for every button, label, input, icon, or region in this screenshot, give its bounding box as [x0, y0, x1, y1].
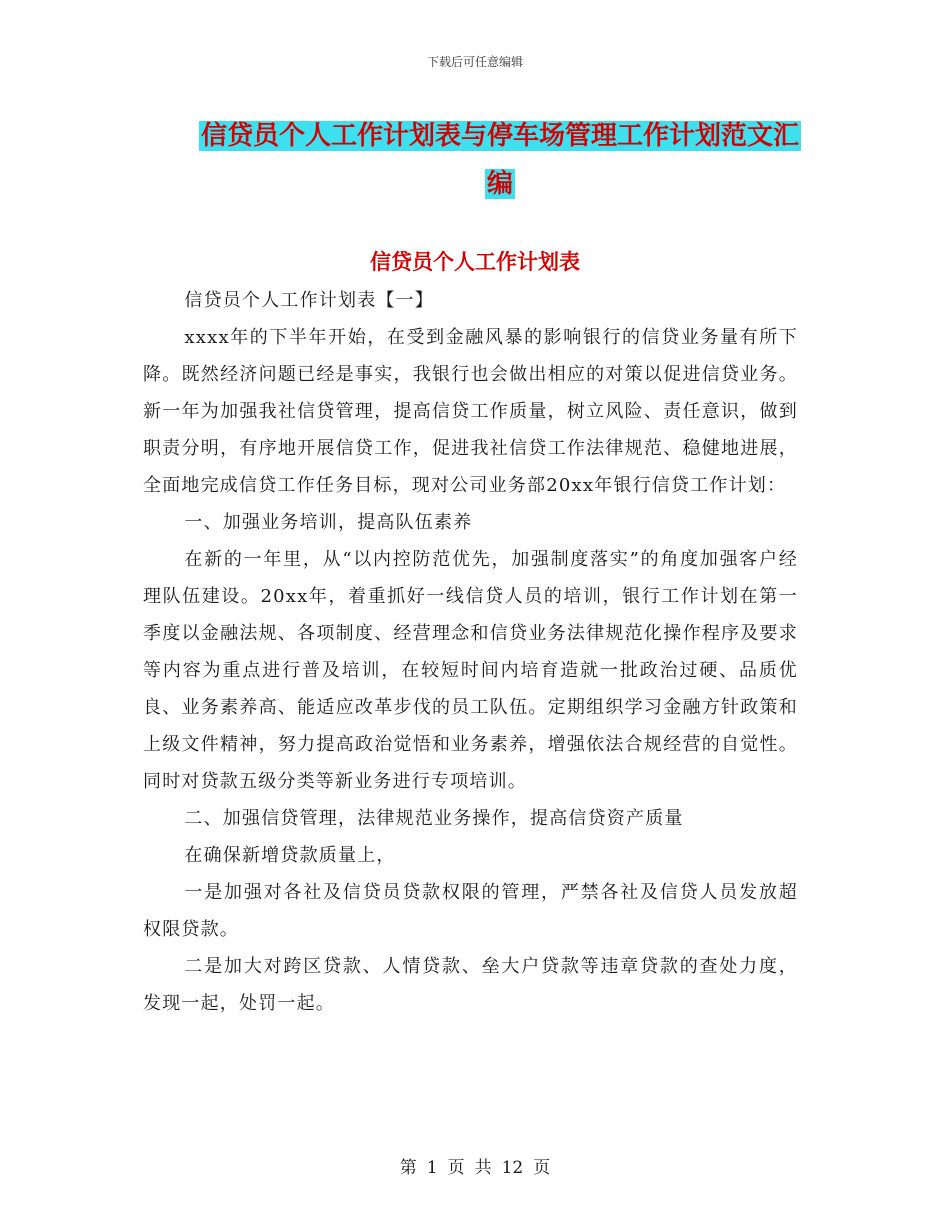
footer-total-unit: 页: [533, 1158, 551, 1178]
paragraph: xxxx年的下半年开始，在受到金融风暴的影响银行的信贷业务量有所下降。既然经济问题已经是事实，我银行也会做出相应的对策以促进信贷业务。新一年为加强我社信贷管理，提高信贷工作质量，树立风险、责任意识，做到职责分明，有序地开展信贷工作，促进我社信贷工作法律规范、稳健地进展，全面地完成信贷工作任务目标，现对公司业务部20xx年银行信贷工作计划：: [143, 327, 798, 496]
paragraph-heading-1: 一、加强业务培训，提高队伍素养: [184, 512, 473, 533]
document-title: [190, 112, 810, 208]
paragraph-subheading: 信贷员个人工作计划表【一】: [184, 290, 434, 311]
paragraph: 在确保新增贷款质量上，: [184, 845, 396, 866]
page-footer: [0, 1153, 950, 1178]
footer-page-label: 第: [399, 1158, 417, 1178]
footer-page-number: 1: [426, 1158, 438, 1178]
section-title: 信贷员个人工作计划表: [370, 249, 580, 274]
body-text: [143, 282, 798, 1022]
footer-total-label: 共: [474, 1158, 492, 1178]
header-note: 下载后可任意编辑: [426, 55, 523, 69]
title-line-2: 编: [486, 169, 513, 199]
title-line-1: 信贷员个人工作计划表与停车场管理工作计划范文汇: [200, 121, 799, 151]
footer-total-pages: 12: [501, 1158, 524, 1178]
paragraph-heading-2: 二、加强信贷管理，法律规范业务操作，提高信贷资产质量: [184, 808, 684, 829]
footer-page-unit: 页: [447, 1158, 465, 1178]
paragraph: 在新的一年里，从“以内控防范优先，加强制度落实”的角度加强客户经理队伍建设。20xx年，着重抓好一线信贷人员的培训，银行工作计划在第一季度以金融法规、各项制度、经营理念和信贷业务法律规范化操作程序及要求等内容为重点进行普及培训，在较短时间内培育造就一批政治过硬、品质优良、业务素养高、能适应改革步伐的员工队伍。定期组织学习金融方针政策和上级文件精神，努力提高政治觉悟和业务素养，增强依法合规经营的自觉性。同时对贷款五级分类等新业务进行专项培训。: [143, 549, 798, 792]
paragraph: 二是加大对跨区贷款、人情贷款、垒大户贷款等违章贷款的查处力度，发现一起，处罚一起。: [143, 956, 798, 1014]
paragraph: 一是加强对各社及信贷员贷款权限的管理，严禁各社及信贷人员发放超权限贷款。: [143, 882, 798, 940]
